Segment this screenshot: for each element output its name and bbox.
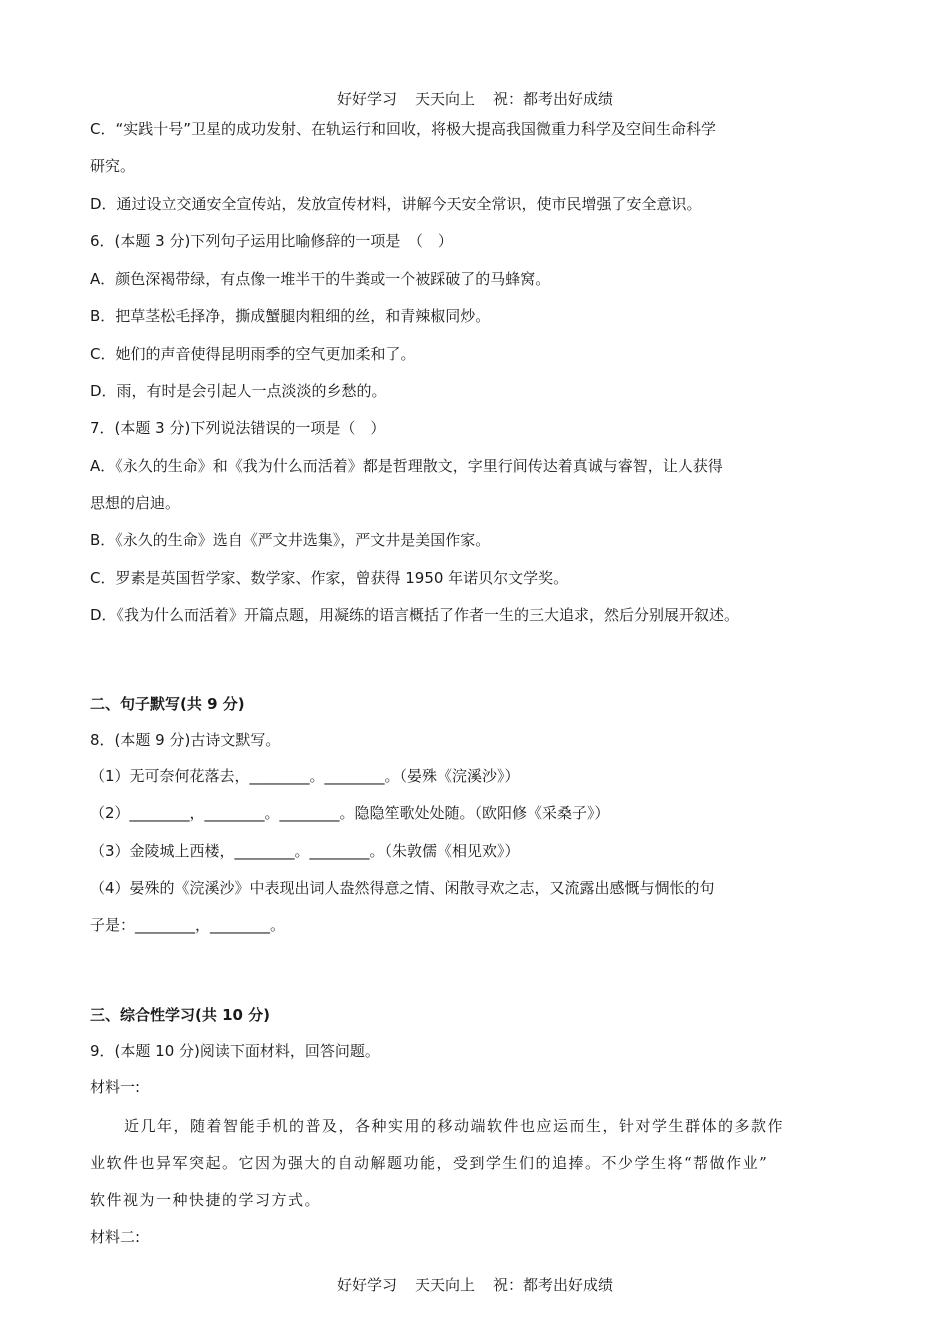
page-footer: [0, 1274, 950, 1296]
option-5d: D．通过设立交通安全宣传站，发放宣传材料，讲解今天安全常识，使市民增强了安全意识。: [90, 195, 702, 213]
header-motto-2: 天天向上: [414, 90, 475, 108]
option-6b: B．把草茎松毛择净，撕成蟹腿肉粗细的丝，和青辣椒同炒。: [90, 307, 491, 325]
header-motto-1: 好好学习: [336, 90, 397, 108]
question-8-item1: （1）无可奈何花落去，________。________。（晏殊《浣溪沙》）: [90, 767, 520, 785]
section-2-title: 二、句子默写(共 9 分): [90, 695, 245, 713]
material-1-label: 材料一:: [90, 1078, 141, 1096]
option-6c: C．她们的声音使得昆明雨季的空气更加柔和了。: [90, 345, 416, 363]
option-6d: D．雨，有时是会引起人一点淡淡的乡愁的。: [90, 382, 387, 400]
option-7a-line2: 思想的启迪。: [90, 494, 181, 512]
question-7: 7．(本题 3 分)下列说法错误的一项是（ ）: [90, 419, 386, 437]
material-1-para-line3: 软件视为一种快捷的学习方式。: [90, 1191, 322, 1209]
header-motto-3: 祝：都考出好成绩: [493, 90, 614, 108]
footer-motto-3: 祝：都考出好成绩: [493, 1276, 614, 1294]
question-8: 8．(本题 9 分)古诗文默写。: [90, 731, 281, 749]
question-6: 6．(本题 3 分)下列句子运用比喻修辞的一项是 （ ）: [90, 232, 453, 250]
option-5c-line1: C．“实践十号”卫星的成功发射、在轨运行和回收，将极大提高我国微重力科学及空间生命科学: [90, 120, 717, 138]
page-header: [0, 88, 950, 110]
question-8-item2: （2）________，________。________。隐隐笙歌处处随。（欧阳修《采桑子》）: [90, 804, 610, 822]
question-8-item4-line1: （4）晏殊的《浣溪沙》中表现出词人盎然得意之情、闲散寻欢之志，又流露出感慨与惆怅的句: [90, 879, 715, 897]
option-5c-line2: 研究。: [90, 157, 136, 175]
option-7c: C．罗素是英国哲学家、数学家、作家，曾获得 1950 年诺贝尔文学奖。: [90, 569, 569, 587]
option-7d: D．《我为什么而活着》开篇点题，用凝练的语言概括了作者一生的三大追求，然后分别展开叙述。: [90, 606, 740, 624]
footer-motto-1: 好好学习: [336, 1276, 397, 1294]
option-7b: B．《永久的生命》选自《严文井选集》，严文井是美国作家。: [90, 531, 491, 549]
option-7a-line1: A．《永久的生命》和《我为什么而活着》都是哲理散文，字里行间传达着真诚与睿智，让人获得: [90, 457, 723, 475]
material-2-label: 材料二:: [90, 1228, 141, 1246]
option-6a: A．颜色深褐带绿，有点像一堆半干的牛粪或一个被踩破了的马蜂窝。: [90, 270, 551, 288]
material-1-para-line1: 近几年，随着智能手机的普及，各种实用的移动端软件也应运而生，针对学生群体的多款作: [124, 1117, 785, 1135]
question-9: 9．(本题 10 分)阅读下面材料，回答问题。: [90, 1042, 380, 1060]
question-8-item3: （3）金陵城上西楼，________。________。（朱敦儒《相见欢》）: [90, 842, 520, 860]
section-3-title: 三、综合性学习(共 10 分): [90, 1006, 271, 1024]
question-8-item4-line2: 子是：________，________。: [90, 916, 286, 934]
footer-motto-2: 天天向上: [414, 1276, 475, 1294]
material-1-para-line2: 业软件也异军突起。它因为强大的自动解题功能，受到学生们的追捧。不少学生将“帮做作业”: [90, 1154, 769, 1172]
